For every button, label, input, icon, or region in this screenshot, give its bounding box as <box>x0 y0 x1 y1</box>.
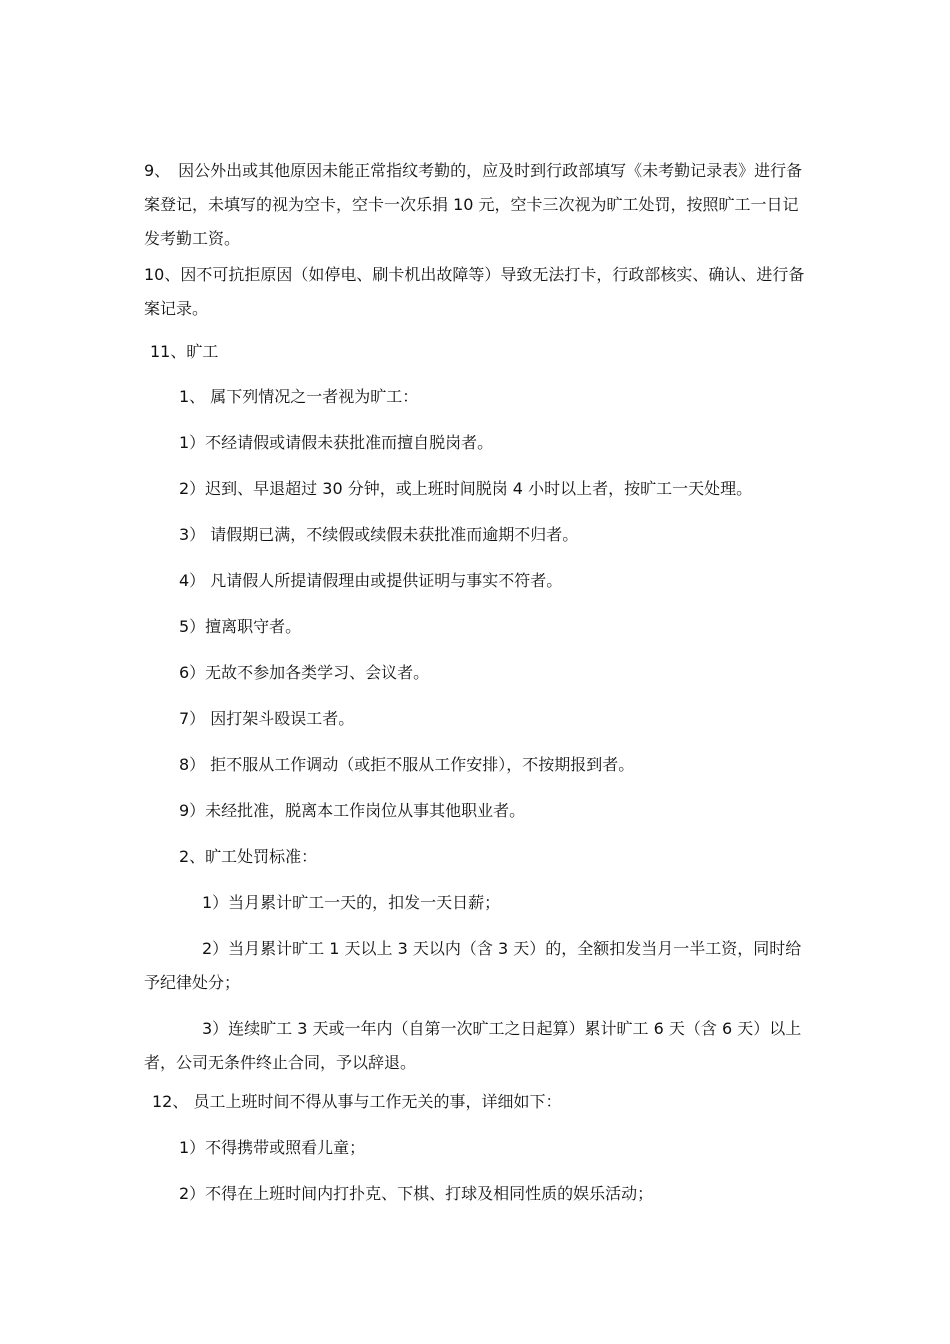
list-item: 2）不得在上班时间内打扑克、下棋、打球及相同性质的娱乐活动； <box>179 1184 654 1203</box>
list-item: 9）未经批准，脱离本工作岗位从事其他职业者。 <box>179 801 526 820</box>
list-item: 2）迟到、早退超过 30 分钟，或上班时间脱岗 4 小时以上者，按旷工一天处理。 <box>179 479 753 498</box>
list-item: 7） 因打架斗殴误工者。 <box>179 709 355 728</box>
list-item: 6）无故不参加各类学习、会议者。 <box>179 663 430 682</box>
list-item: 1）当月累计旷工一天的，扣发一天日薪； <box>202 893 501 912</box>
list-item: 8） 拒不服从工作调动（或拒不服从工作安排），不按期报到者。 <box>179 755 635 774</box>
list-item: 1）不得携带或照看儿童； <box>179 1138 366 1157</box>
section-11-title: 11、旷工 <box>150 342 219 361</box>
paragraph-10: 10、因不可抗拒原因（如停电、刷卡机出故障等）导致无法打卡，行政部核实、确认、进行备案记录。 <box>144 265 805 318</box>
list-item: 2）当月累计旷工 1 天以上 3 天以内（含 3 天）的，全额扣发当月一半工资，同时给予纪律处分； <box>144 939 802 992</box>
section-12-title: 12、 员工上班时间不得从事与工作无关的事，详细如下： <box>152 1092 562 1111</box>
subsection-1-title: 1、 属下列情况之一者视为旷工： <box>179 387 419 406</box>
list-item: 3）连续旷工 3 天或一年内（自第一次旷工之日起算）累计旷工 6 天（含 6 天）以上者，公司无条件终止合同，予以辞退。 <box>144 1019 802 1072</box>
list-item: 3） 请假期已满，不续假或续假未获批准而逾期不归者。 <box>179 525 579 544</box>
list-item: 1）不经请假或请假未获批准而擅自脱岗者。 <box>179 433 494 452</box>
list-item: 5）擅离职守者。 <box>179 617 302 636</box>
paragraph-9: 9、 因公外出或其他原因未能正常指纹考勤的，应及时到行政部填写《未考勤记录表》进行备案登记，未填写的视为空卡，空卡一次乐捐 10 元，空卡三次视为旷工处罚，按照旷工一日记发考勤工资。 <box>144 161 803 248</box>
subsection-2-title: 2、旷工处罚标准： <box>179 847 318 866</box>
list-item: 4） 凡请假人所提请假理由或提供证明与事实不符者。 <box>179 571 563 590</box>
